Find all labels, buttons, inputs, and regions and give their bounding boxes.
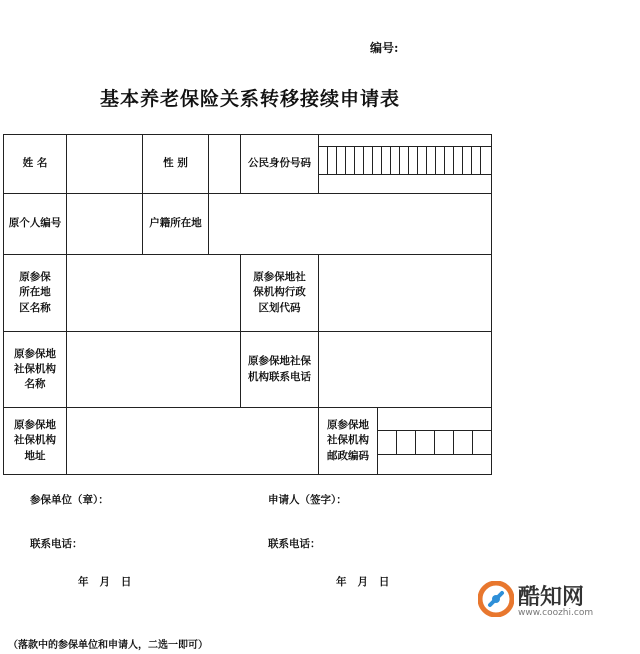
employer-phone-label: 联系电话： (30, 538, 83, 550)
original-org-phone-label: 原参保地社保 机构联系电话 (248, 355, 311, 383)
original-region-label: 原参保 所在地 区名称 (19, 271, 51, 314)
footer-note: （落款中的参保单位和申请人，二选一即可） (8, 640, 208, 651)
original-region-field[interactable] (67, 255, 240, 331)
form-title: 基本养老保险关系转移接续申请表 (99, 88, 400, 110)
id-number-boxes[interactable] (319, 147, 491, 174)
original-org-address-field[interactable] (67, 408, 318, 474)
original-personal-number-label: 原个人编号 (8, 217, 62, 230)
name-field[interactable] (67, 135, 142, 193)
original-org-zip-label: 原参保地 社保机构 邮政编码 (327, 419, 369, 462)
original-personal-number-field[interactable] (67, 194, 142, 254)
original-org-zip-boxes[interactable] (378, 431, 491, 454)
original-org-address-label: 原参保地 社保机构 地址 (14, 419, 56, 462)
household-registration-field[interactable] (209, 194, 491, 254)
watermark-name: 酷知网 (518, 585, 585, 610)
original-org-phone-field[interactable] (319, 332, 491, 407)
id-number-label: 公民身份号码 (248, 157, 311, 170)
original-org-name-field[interactable] (67, 332, 240, 407)
original-org-name-label: 原参保地 社保机构 名称 (14, 347, 56, 391)
gender-label: 性 别 (163, 157, 188, 170)
gender-field[interactable] (209, 135, 240, 193)
employer-seal-label: 参保单位（章）： (30, 494, 109, 506)
applicant-date-label: 年 月 日 (336, 576, 390, 588)
coozhi-logo-icon (478, 581, 514, 617)
watermark-url: www.coozhi.com (518, 608, 594, 618)
original-admin-code-field[interactable] (319, 255, 491, 331)
name-label: 姓 名 (22, 157, 48, 170)
household-registration-label: 户籍所在地 (149, 217, 202, 230)
applicant-phone-label: 联系电话： (268, 538, 321, 550)
serial-number-label: 编号: (370, 41, 399, 55)
employer-date-label: 年 月 日 (78, 576, 132, 588)
original-admin-code-label: 原参保地社 保机构行政 区划代码 (253, 271, 306, 314)
applicant-signature-label: 申请人（签字）： (268, 494, 347, 506)
